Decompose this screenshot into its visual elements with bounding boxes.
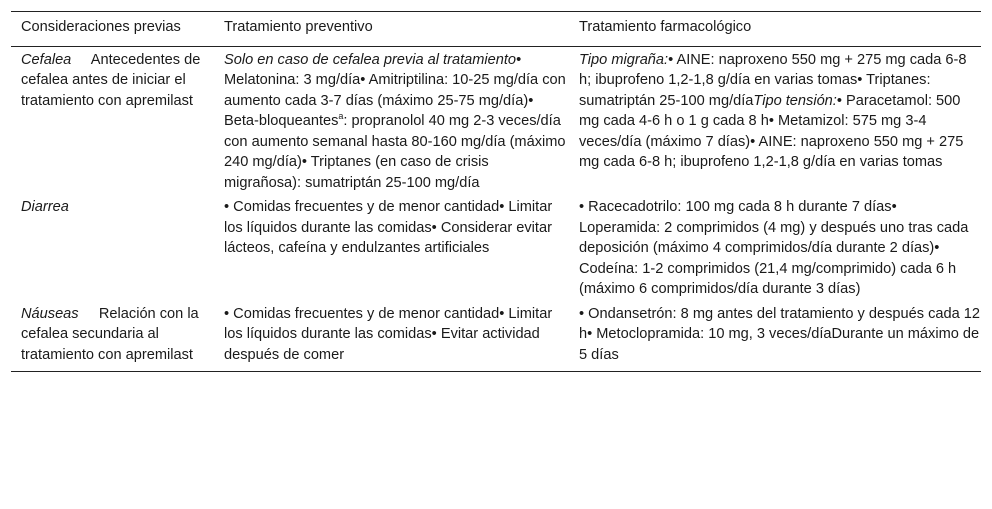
cell-farmacologico-diarrea: • Racecadotrilo: 100 mg cada 8 h durante 7 días• Loperamida: 2 comprimidos (4 mg) y después uno tras cada deposición (máximo 4 comprimidos/día durante 2 días)• Codeína: 1-2 comprimidos (21,4 mg/comprimido) cada 6 h (máximo 6 comprimidos/día durante 3 días)	[579, 199, 969, 297]
table-row-diarrea	[11, 194, 981, 301]
footnote-marker: a	[338, 111, 344, 122]
condition-name: Náuseas	[21, 305, 79, 322]
pharma-text-tension: • Paracetamol: 500 mg cada 4-6 h o 1 g cada 8 h• Metamizol: 575 mg 3-4 veces/día (máximo 7 días)• AINE: naproxeno 550 mg + 275 mg cada 6-8 h; ibuprofeno 1,2-1,8 g/día en varias tomas	[579, 92, 964, 170]
subtype-migraine: Tipo migraña:	[579, 51, 669, 68]
cell-consideraciones-cefalea	[11, 46, 214, 194]
cell-consideraciones-nauseas	[11, 301, 214, 372]
cell-preventivo-cefalea	[214, 46, 569, 194]
condition-note: Relación con la cefalea secundaria al tratamiento con apremilast	[21, 305, 199, 363]
cell-farmacologico-nauseas: • Ondansetrón: 8 mg antes del tratamiento y después cada 12 h• Metoclopramida: 10 mg, 3 veces/díaDurante un máximo de 5 días	[579, 305, 981, 363]
condition-note: Antecedentes de cefalea antes de iniciar el tratamiento con apremilast	[21, 51, 201, 109]
subtype-tension: Tipo tensión:	[753, 92, 837, 109]
cell-preventivo-nauseas: • Comidas frecuentes y de menor cantidad• Limitar los líquidos durante las comidas• Evitar actividad después de comer	[224, 305, 553, 363]
preventive-intro: Solo en caso de cefalea previa al tratamiento	[224, 51, 517, 68]
cell-farmacologico-cefalea	[569, 46, 981, 194]
preventive-text: • Melatonina: 3 mg/día• Amitriptilina: 10-25 mg/día con aumento cada 3-7 días (máximo 25-75 mg/día)• Beta-bloqueantes	[224, 51, 566, 129]
treatment-table	[11, 11, 981, 372]
condition-name: Diarrea	[21, 199, 69, 215]
treatment-table-container	[11, 11, 981, 372]
table-row-nauseas	[11, 301, 981, 372]
cell-preventivo-diarrea: • Comidas frecuentes y de menor cantidad• Limitar los líquidos durante las comidas• Considerar evitar lácteos, cafeína y endulzantes artificiales	[224, 199, 553, 256]
preventive-text-cont: : propranolol 40 mg 2-3 veces/día con aumento semanal hasta 80-160 mg/día (máximo 240 mg/día)• Triptanes (en caso de crisis migrañosa): sumatriptán 25-100 mg/día	[224, 113, 566, 191]
header-farmacologico: Tratamiento farmacológico	[569, 12, 981, 47]
cell-consideraciones-diarrea	[11, 194, 214, 301]
header-consideraciones: Consideraciones previas	[11, 12, 214, 47]
condition-name: Cefalea	[21, 51, 72, 68]
header-row	[11, 12, 981, 47]
header-preventivo: Tratamiento preventivo	[214, 12, 569, 47]
table-header	[11, 12, 981, 47]
pharma-text-migraine: • AINE: naproxeno 550 mg + 275 mg cada 6-8 h; ibuprofeno 1,2-1,8 g/día en varias tomas• Triptanes: sumatriptán 25-100 mg/día	[579, 51, 967, 109]
table-row-cefalea	[11, 46, 981, 194]
